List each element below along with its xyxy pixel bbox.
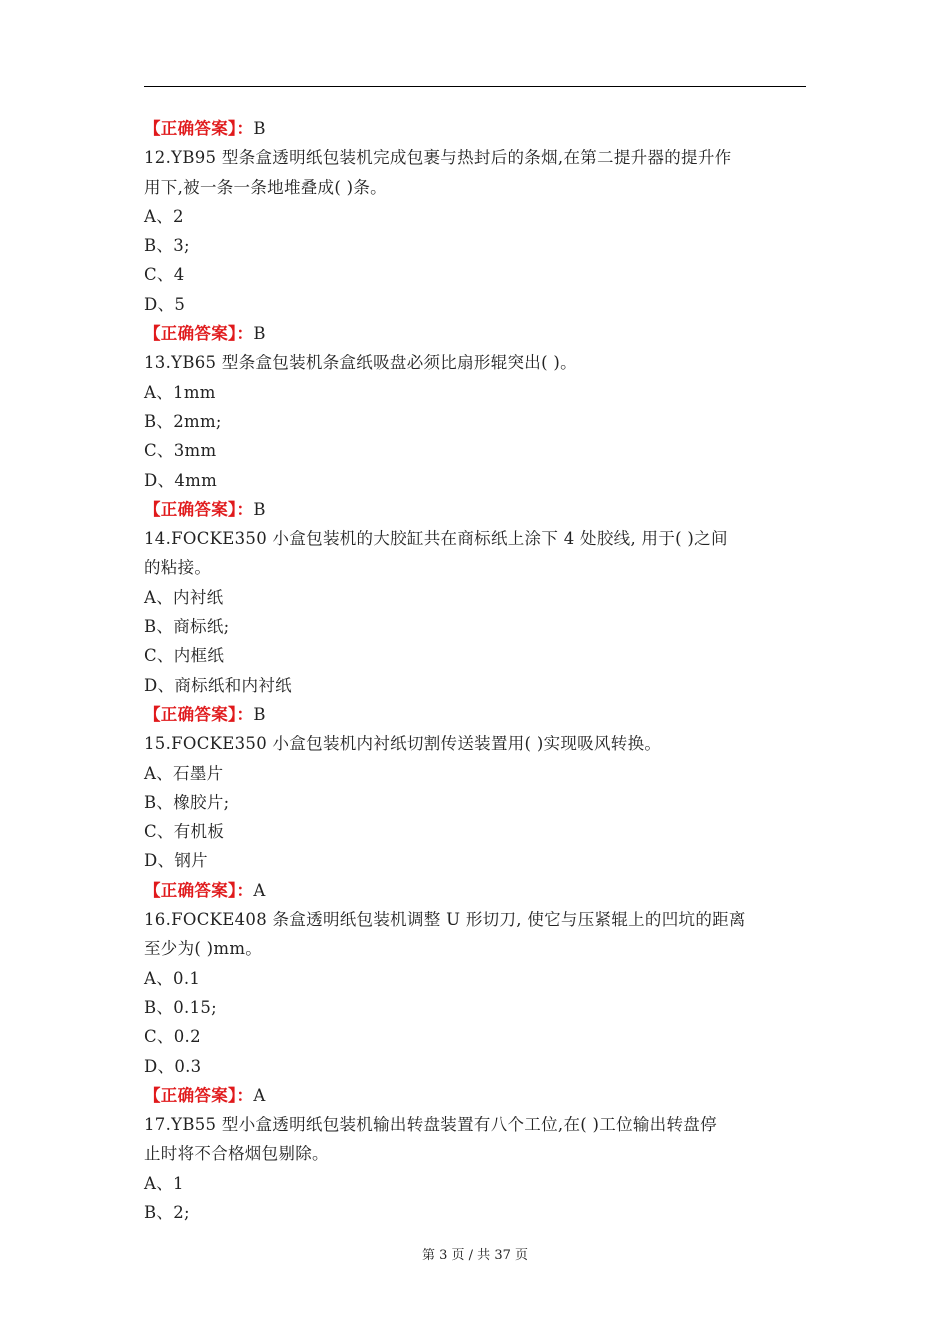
question-text-line: 用下,被一条一条地堆叠成( )条。 <box>144 177 387 197</box>
option: D、商标纸和内衬纸 <box>144 675 292 695</box>
answer-value: B <box>253 499 266 519</box>
option: A、1mm <box>144 382 216 402</box>
question-text-line: 的粘接。 <box>144 558 212 578</box>
answer-label: 【正确答案】： <box>144 880 254 900</box>
answer-value: B <box>253 324 266 344</box>
answer-line <box>144 495 806 524</box>
option: B、橡胶片; <box>144 792 230 812</box>
option: D、5 <box>144 294 186 314</box>
question-text-line: 12.YB95 型条盒透明纸包装机完成包裹与热封后的条烟,在第二提升器的提升作 <box>144 148 732 168</box>
option: A、1 <box>144 1173 184 1193</box>
answer-line <box>144 876 806 905</box>
option: A、内衬纸 <box>144 587 224 607</box>
answer-line <box>144 1081 806 1110</box>
question-text-line: 止时将不合格烟包剔除。 <box>144 1144 329 1164</box>
option: D、钢片 <box>144 851 208 871</box>
page-footer: 第 3 页 / 共 37 页 <box>422 1248 528 1263</box>
header-rule <box>144 86 806 87</box>
answer-line <box>144 700 806 729</box>
answer-label: 【正确答案】： <box>144 1085 254 1105</box>
option: B、2mm; <box>144 411 222 431</box>
option: C、0.2 <box>144 1027 201 1047</box>
question-text-line: 17.YB55 型小盒透明纸包装机输出转盘装置有八个工位,在( )工位输出转盘停 <box>144 1115 717 1135</box>
answer-value: B <box>253 704 266 724</box>
answer-label: 【正确答案】： <box>144 704 254 724</box>
option: A、2 <box>144 206 184 226</box>
answer-line <box>144 319 806 348</box>
option: B、0.15; <box>144 997 218 1017</box>
option: C、有机板 <box>144 822 225 842</box>
document-body <box>144 114 806 1227</box>
option: B、3; <box>144 236 190 256</box>
answer-label: 【正确答案】： <box>144 499 254 519</box>
question-text-line: 至少为( )mm。 <box>144 939 263 959</box>
option: B、2; <box>144 1202 190 1222</box>
option: C、3mm <box>144 441 217 461</box>
question-text-line: 14.FOCKE350 小盒包装机的大胶缸共在商标纸上涂下 4 处胶线, 用于( )之间 <box>144 529 728 549</box>
option: C、4 <box>144 265 185 285</box>
answer-value: A <box>253 1085 266 1105</box>
option: A、石墨片 <box>144 763 224 783</box>
option: D、4mm <box>144 470 218 490</box>
option: D、0.3 <box>144 1056 202 1076</box>
answer-label: 【正确答案】： <box>144 324 254 344</box>
option: C、内框纸 <box>144 646 225 666</box>
question-text-line: 13.YB65 型条盒包装机条盒纸吸盘必须比扇形辊突出( )。 <box>144 353 577 373</box>
option: A、0.1 <box>144 968 201 988</box>
option: B、商标纸; <box>144 617 230 637</box>
question-text-line: 15.FOCKE350 小盒包装机内衬纸切割传送装置用( )实现吸风转换。 <box>144 734 662 754</box>
answer-value: A <box>253 880 266 900</box>
answer-value: B <box>253 119 266 138</box>
question-text-line: 16.FOCKE408 条盒透明纸包装机调整 U 形切刀, 使它与压紧辊上的凹坑的距离 <box>144 910 746 930</box>
answer-label: 【正确答案】： <box>144 119 254 138</box>
answer-line <box>144 114 806 143</box>
